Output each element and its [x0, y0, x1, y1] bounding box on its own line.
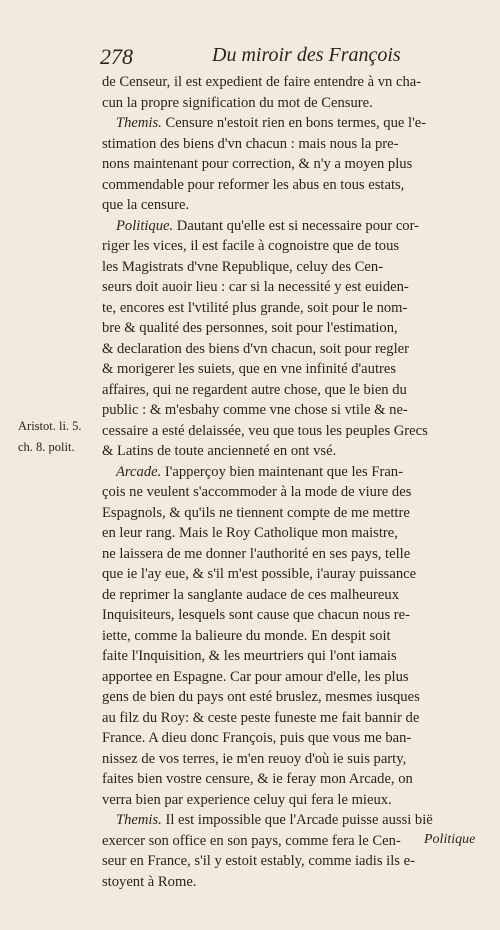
page-number: 278 — [100, 44, 133, 69]
line-text: Censure n'estoit rien en bons termes, que l'e- — [161, 115, 427, 131]
line-text: affaires, qui ne regardent autre chose, que le bien du — [102, 381, 407, 398]
page-header — [100, 44, 480, 72]
line-text: verra bien par experience celuy qui fera le mieux. — [102, 791, 392, 808]
text-line — [102, 257, 474, 278]
text-line — [102, 790, 474, 811]
line-text: seur en France, s'il y estoit estably, comme iadis ils e- — [102, 853, 415, 869]
text-line — [102, 134, 474, 155]
line-text: & morigerer les suiets, que en vne infinité d'autres — [102, 361, 397, 377]
line-text: & declaration des biens d'vn chacun, soit pour regler — [102, 340, 409, 357]
text-line — [102, 872, 474, 893]
line-text: çois ne veulent s'accommoder à la mode de viure des — [102, 484, 412, 500]
line-text: ne laissera de me donner l'authorité en ses pays, telle — [102, 545, 411, 562]
line-text: stoyent à Rome. — [102, 873, 197, 890]
line-text: & Latins de toute ancienneté en ont vsé. — [102, 443, 337, 459]
line-text: cun la propre signification du mot de Censure. — [102, 94, 373, 111]
text-line — [102, 831, 474, 852]
text-line — [102, 667, 474, 688]
text-line — [102, 544, 474, 565]
line-text: stimation des biens d'vn chacun : mais nous la pre- — [102, 135, 399, 152]
line-text: Inquisiteurs, lesquels sont cause que chacun nous re- — [102, 607, 411, 623]
line-text: que la censure. — [102, 197, 190, 213]
text-line — [102, 400, 474, 421]
line-text: public : & m'esbahy comme vne chose si vtile & ne- — [102, 402, 408, 418]
speaker-name: Politique. — [116, 217, 174, 234]
line-text: te, encores est l'vtilité plus grande, soit pour le nom- — [102, 299, 408, 316]
text-line — [102, 626, 474, 647]
text-line — [102, 236, 474, 257]
catchword: Politique — [424, 832, 476, 847]
line-text: faites bien vostre censure, & ie feray mon Arcade, on — [102, 771, 413, 787]
text-line — [102, 462, 474, 483]
text-line — [102, 339, 474, 360]
text-line — [102, 646, 474, 667]
text-line — [102, 708, 474, 729]
speaker-name: Arcade. — [116, 463, 162, 480]
line-text: de reprimer la sanglante audace de ces malheureux — [102, 586, 399, 603]
line-text: cessaire a esté delaissée, veu que tous les peuples Grecs — [102, 422, 428, 439]
line-text: seurs doit auoir lieu : car si la necessité y est euiden- — [102, 279, 409, 295]
line-text: de Censeur, il est expedient de faire entendre à vn cha- — [102, 74, 422, 90]
line-text: que ie l'ay eue, & s'il m'est possible, i'auray puissance — [102, 566, 417, 582]
line-text: nons maintenant pour correction, & n'y a moyen plus — [102, 156, 413, 172]
text-line — [102, 564, 474, 585]
text-line — [102, 72, 474, 93]
text-line — [102, 728, 474, 749]
line-text: apportee en Espagne. Car pour amour d'elle, les plus — [102, 668, 409, 685]
text-line — [102, 482, 474, 503]
text-line — [102, 749, 474, 770]
text-line — [102, 687, 474, 708]
text-line — [102, 195, 474, 216]
text-line — [102, 216, 474, 237]
text-line — [102, 503, 474, 524]
line-text: Dautant qu'elle est si necessaire pour cor- — [173, 217, 420, 234]
line-text: Il est impossible que l'Arcade puisse aussi bië — [161, 812, 433, 828]
text-line — [102, 380, 474, 401]
text-line — [102, 523, 474, 544]
line-text: Espagnols, & qu'ils ne tiennent compte de me mettre — [102, 504, 410, 521]
text-line — [102, 113, 474, 134]
line-text: iette, comme la balieure du monde. En despit soit — [102, 627, 391, 644]
marginal-note-line-1: Aristot. li. 5. — [18, 419, 82, 433]
text-line — [102, 585, 474, 606]
line-text: France. A dieu donc François, puis que vous me ban- — [102, 730, 412, 746]
line-text: en leur rang. Mais le Roy Catholique mon maistre, — [102, 525, 398, 541]
running-head: Du miroir des François — [212, 44, 401, 66]
text-line — [102, 175, 474, 196]
line-text: au filz du Roy: & ceste peste funeste me fait bannir de — [102, 709, 420, 726]
text-line — [102, 277, 474, 298]
text-line — [102, 93, 474, 114]
text-line — [102, 421, 474, 442]
line-text: exercer son office en son pays, comme fera le Cen- — [102, 832, 401, 849]
text-line — [102, 810, 474, 831]
text-line — [102, 318, 474, 339]
text-line — [102, 298, 474, 319]
marginal-note-line-2: ch. 8. polit. — [18, 439, 75, 454]
text-line — [102, 769, 474, 790]
speaker-name: Themis. — [116, 812, 162, 828]
line-text: gens de bien du pays ont esté bruslez, mesmes iusques — [102, 689, 420, 705]
line-text: les Magistrats d'vne Republique, celuy des Cen- — [102, 258, 384, 275]
line-text: bre & qualité des personnes, soit pour l'estimation, — [102, 320, 398, 336]
line-text: nissez de vos terres, ie m'en reuoy d'où ie suis party, — [102, 750, 407, 767]
line-text: I'apperçoy bien maintenant que les Fran- — [161, 463, 403, 480]
text-line — [102, 154, 474, 175]
line-text: riger les vices, il est facile à cognoistre que de tous — [102, 238, 400, 254]
text-line — [102, 851, 474, 872]
text-line — [102, 359, 474, 380]
text-body — [102, 72, 474, 892]
text-line — [102, 605, 474, 626]
line-text: commendable pour reformer les abus en tous estats, — [102, 176, 405, 193]
line-text: faite l'Inquisition, & les meurtriers qui l'ont iamais — [102, 648, 397, 664]
speaker-name: Themis. — [116, 115, 162, 131]
text-line — [102, 441, 474, 462]
